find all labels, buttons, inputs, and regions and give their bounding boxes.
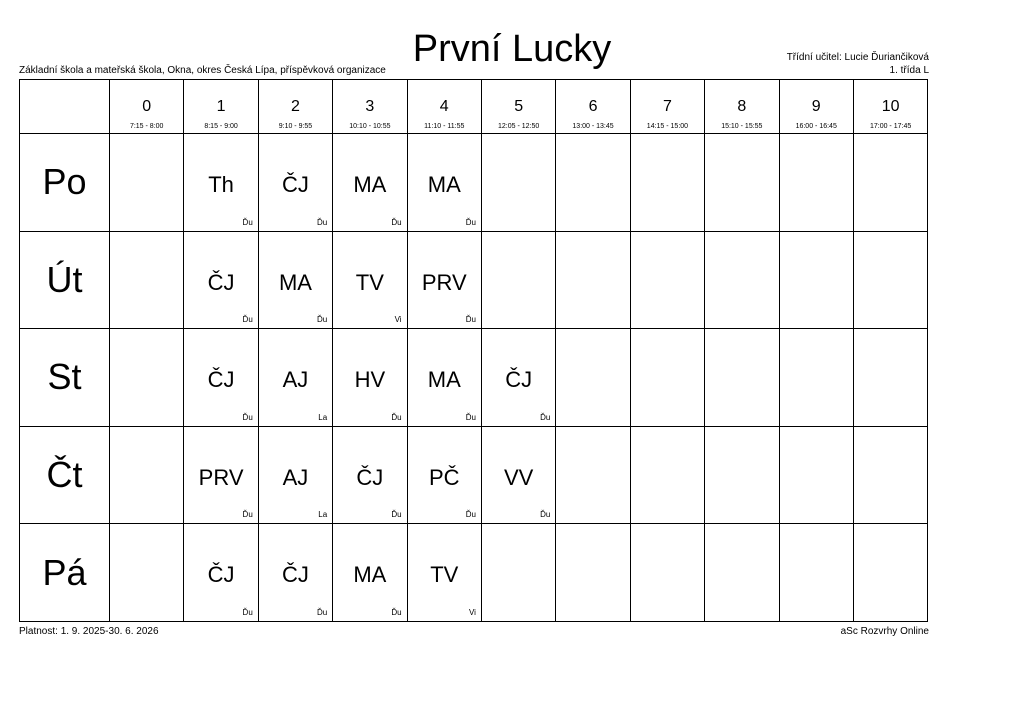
period-header [110, 80, 184, 134]
lesson-cell [407, 426, 481, 524]
lesson-subject: MA [427, 172, 461, 197]
day-name: Po [20, 134, 110, 232]
period-header [705, 80, 779, 134]
lesson-cell [705, 329, 779, 427]
lesson-cell [705, 231, 779, 329]
lesson-cell [630, 231, 704, 329]
lesson-cell [779, 231, 853, 329]
day-row [20, 329, 928, 427]
day-row [20, 524, 928, 622]
lesson-cell [407, 134, 481, 232]
lesson-cell [779, 426, 853, 524]
day-name: Út [20, 231, 110, 329]
period-header [556, 80, 630, 134]
period-number: 5 [514, 98, 524, 115]
period-number: 3 [365, 98, 375, 115]
lesson-subject: TV [430, 562, 459, 588]
period-header [853, 80, 927, 134]
timetable [19, 79, 928, 622]
lesson-teacher: La [318, 412, 328, 422]
period-header-row [20, 80, 928, 134]
lesson-cell [110, 134, 184, 232]
lesson-subject: TV [355, 269, 384, 295]
period-number: 10 [881, 98, 900, 115]
period-number: 0 [142, 98, 152, 115]
lesson-cell [110, 231, 184, 329]
page-title: První Lucky [412, 28, 612, 70]
lesson-teacher: Ďu [391, 412, 402, 422]
lesson-teacher: Ďu [242, 510, 253, 520]
lesson-subject: ČJ [207, 269, 235, 295]
lesson-subject: ČJ [282, 172, 309, 197]
lesson-subject: HV [354, 367, 386, 393]
lesson-cell [853, 524, 927, 622]
period-header [258, 80, 332, 134]
lesson-cell [407, 329, 481, 427]
lesson-subject: AJ [282, 367, 309, 393]
lesson-subject: AJ [282, 464, 309, 490]
lesson-teacher: Ďu [465, 510, 476, 520]
lesson-cell [779, 329, 853, 427]
day-name: Čt [20, 426, 110, 524]
lesson-teacher: Vi [394, 315, 402, 325]
period-header [779, 80, 853, 134]
lesson-cell [630, 524, 704, 622]
period-number: 6 [588, 98, 598, 115]
lesson-cell [333, 134, 407, 232]
lesson-subject: VV [503, 464, 534, 490]
lesson-cell [853, 329, 927, 427]
lesson-cell [705, 524, 779, 622]
period-time: 7:15 - 8:00 [129, 123, 164, 130]
class-name: 1. třída L [889, 65, 929, 76]
lesson-teacher: Ďu [540, 510, 551, 520]
lesson-cell [481, 134, 555, 232]
period-header [407, 80, 481, 134]
lesson-cell [481, 231, 555, 329]
day-name: Pá [20, 524, 110, 622]
lesson-cell [110, 524, 184, 622]
lesson-cell [630, 329, 704, 427]
lesson-cell [481, 426, 555, 524]
lesson-cell [630, 426, 704, 524]
lesson-cell [258, 426, 332, 524]
lesson-teacher: La [318, 510, 328, 520]
lesson-cell [556, 134, 630, 232]
class-teacher: Třídní učitel: Lucie Ďuriančiková [786, 52, 929, 63]
validity-period: Platnost: 1. 9. 2025-30. 6. 2026 [19, 626, 159, 637]
credit: aSc Rozvrhy Online [840, 626, 929, 637]
day-row [20, 426, 928, 524]
lesson-cell [407, 231, 481, 329]
lesson-cell [184, 524, 258, 622]
lesson-cell [556, 524, 630, 622]
lesson-teacher: Vi [468, 607, 476, 617]
lesson-teacher: Ďu [540, 412, 551, 422]
period-number: 4 [439, 98, 449, 115]
lesson-teacher: Ďu [391, 607, 402, 617]
lesson-cell [853, 231, 927, 329]
lesson-subject: Th [208, 172, 234, 197]
period-header [333, 80, 407, 134]
lesson-teacher: Ďu [391, 217, 402, 227]
lesson-cell [853, 134, 927, 232]
lesson-teacher: Ďu [465, 412, 476, 422]
lesson-subject: MA [353, 562, 387, 588]
lesson-cell [258, 524, 332, 622]
period-time: 11:10 - 11:55 [424, 123, 465, 130]
lesson-cell [705, 134, 779, 232]
lesson-cell [333, 524, 407, 622]
lesson-teacher: Ďu [465, 315, 476, 325]
lesson-cell [853, 426, 927, 524]
lesson-teacher: Ďu [242, 217, 253, 227]
lesson-cell [110, 426, 184, 524]
lesson-cell [630, 134, 704, 232]
lesson-subject: PČ [428, 464, 460, 490]
lesson-teacher: Ďu [316, 607, 328, 617]
lesson-teacher: Ďu [465, 217, 476, 227]
lesson-teacher: Ďu [391, 510, 402, 520]
lesson-cell [184, 426, 258, 524]
lesson-subject: ČJ [505, 367, 533, 393]
lesson-subject: MA [278, 269, 312, 295]
lesson-subject: ČJ [207, 562, 235, 588]
lesson-cell [184, 231, 258, 329]
lesson-cell [556, 329, 630, 427]
lesson-teacher: Ďu [316, 217, 328, 227]
period-number: 2 [291, 98, 300, 115]
lesson-subject: ČJ [356, 464, 384, 490]
lesson-cell [556, 426, 630, 524]
lesson-cell [110, 329, 184, 427]
period-header [481, 80, 555, 134]
period-time: 12:05 - 12:50 [498, 123, 540, 130]
school-name: Základní škola a mateřská škola, Okna, okres Česká Lípa, příspěvková organizace [19, 65, 386, 76]
period-time: 14:15 - 15:00 [646, 123, 689, 130]
lesson-cell [258, 134, 332, 232]
period-number: 9 [811, 98, 821, 115]
lesson-cell [556, 231, 630, 329]
lesson-subject: MA [427, 367, 461, 393]
period-time: 9:10 - 9:55 [278, 123, 313, 130]
lesson-cell [333, 426, 407, 524]
period-time: 10:10 - 10:55 [349, 123, 391, 130]
lesson-subject: PRV [421, 269, 467, 295]
lesson-cell [333, 231, 407, 329]
lesson-subject: MA [353, 172, 387, 197]
corner-cell [20, 80, 110, 134]
lesson-cell [779, 134, 853, 232]
lesson-cell [258, 231, 332, 329]
lesson-teacher: Ďu [316, 315, 328, 325]
lesson-cell [407, 524, 481, 622]
period-time: 16:00 - 16:45 [795, 123, 837, 130]
period-number: 8 [737, 98, 747, 115]
period-header [630, 80, 704, 134]
period-time: 13:00 - 13:45 [572, 123, 614, 130]
lesson-subject: ČJ [282, 562, 309, 588]
period-number: 1 [216, 98, 226, 115]
lesson-cell [184, 329, 258, 427]
lesson-teacher: Ďu [242, 412, 253, 422]
lesson-cell [779, 524, 853, 622]
lesson-cell [481, 329, 555, 427]
period-time: 8:15 - 9:00 [204, 123, 238, 130]
lesson-teacher: Ďu [242, 315, 253, 325]
day-name: St [20, 329, 110, 427]
day-row [20, 134, 928, 232]
lesson-teacher: Ďu [242, 607, 253, 617]
period-header [184, 80, 258, 134]
lesson-cell [258, 329, 332, 427]
lesson-subject: PRV [198, 464, 244, 490]
period-time: 15:10 - 15:55 [721, 123, 763, 130]
lesson-subject: ČJ [207, 367, 235, 393]
period-time: 17:00 - 17:45 [869, 123, 912, 130]
lesson-cell [333, 329, 407, 427]
day-row [20, 231, 928, 329]
lesson-cell [481, 524, 555, 622]
lesson-cell [705, 426, 779, 524]
period-number: 7 [662, 98, 672, 115]
lesson-cell [184, 134, 258, 232]
